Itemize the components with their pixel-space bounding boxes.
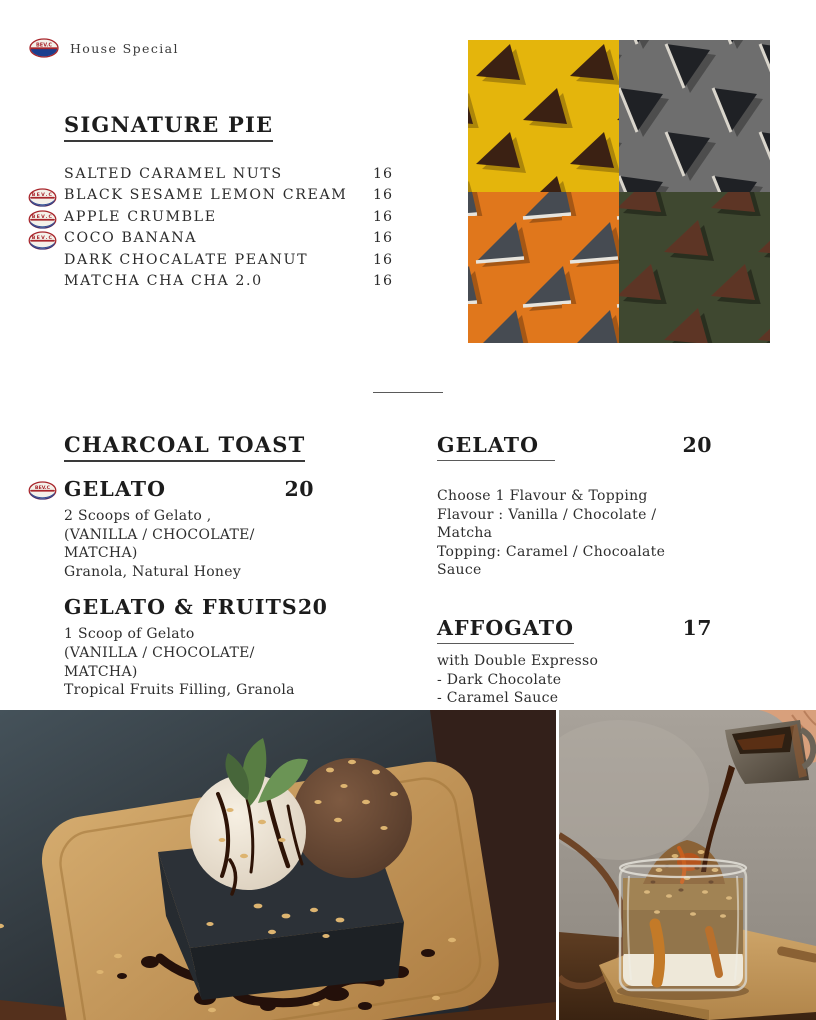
menu-item-header (437, 616, 712, 644)
menu-item (34, 477, 314, 581)
menu-item-name: APPLE CRUMBLE (64, 208, 217, 225)
menu-item-description (437, 652, 712, 708)
menu-item-price: 20 (284, 477, 314, 501)
section-title-charcoal-toast: CHARCOAL TOAST (64, 432, 305, 462)
signature-pie-list (31, 166, 405, 294)
badge-text: BEV.C (34, 485, 51, 491)
description-line: (VANILLA / CHOCOLATE/ MATCHA) (64, 526, 255, 562)
menu-item-row (64, 273, 405, 294)
menu-item-name: SALTED CARAMEL NUTS (64, 166, 283, 182)
menu-item-name: GELATO (437, 433, 555, 461)
menu-item-name: BLACK SESAME LEMON CREAM (64, 187, 348, 204)
page-title: House Special (70, 41, 179, 56)
description-line: Flavour : Vanilla / Chocolate / Matcha (437, 506, 657, 542)
description-line: (VANILLA / CHOCOLATE/ MATCHA) (64, 644, 255, 680)
menu-item-row (64, 252, 405, 273)
description-line: 1 Scoop of Gelato (64, 626, 195, 643)
menu-item-description (64, 507, 314, 581)
menu-item-name: GELATO & FRUITS (64, 595, 298, 620)
description-line: Granola, Natural Honey (64, 563, 242, 580)
brand-row (29, 38, 179, 59)
bevc-logo-icon (29, 38, 59, 59)
description-line: Choose 1 Flavour & Topping (437, 488, 648, 504)
menu-item-price: 16 (373, 208, 394, 225)
menu-item-name: MATCHA CHA CHA 2.0 (64, 272, 263, 289)
menu-item-row (31, 208, 405, 230)
menu-item-price: 16 (373, 230, 394, 247)
section-divider (373, 392, 443, 393)
badge-text: BEV.C (31, 193, 54, 199)
bevc-badge-icon (28, 188, 57, 207)
section-title-signature-pie: SIGNATURE PIE (64, 112, 273, 142)
menu-item-price: 20 (297, 595, 328, 620)
description-line: Tropical Fruits Filling, Granola (64, 682, 295, 699)
menu-item-header (34, 477, 314, 501)
description-line: Topping: Caramel / Chocoalate Sauce (437, 543, 666, 579)
description-line: - Dark Chocolate (437, 671, 562, 688)
description-line: - Caramel Sauce (437, 690, 559, 707)
menu-item-name: AFFOGATO (437, 616, 574, 644)
bevc-badge-icon (28, 481, 57, 500)
menu-item-header (64, 595, 328, 620)
description-line: with Double Expresso (437, 652, 599, 669)
menu-item-price: 17 (682, 615, 712, 640)
menu-item-name: GELATO (64, 477, 167, 501)
menu-item-row (31, 230, 405, 251)
menu-item (437, 433, 712, 580)
affogato-pour-photo (559, 710, 816, 1020)
charcoal-toast-photo (0, 710, 556, 1020)
menu-item-price: 16 (373, 251, 394, 268)
logo-text: BEV.C (35, 42, 53, 49)
menu-item (64, 595, 328, 699)
badge-text: BEV.C (31, 214, 54, 220)
badge-text: BEV.C (31, 236, 54, 242)
menu-item-name: DARK CHOCALATE PEANUT (64, 251, 309, 268)
menu-item-description (437, 487, 712, 580)
menu-item-price: 16 (373, 272, 394, 289)
charcoal-toast-section (34, 432, 328, 700)
description-line: 2 Scoops of Gelato , (64, 508, 212, 524)
menu-item-price: 16 (373, 187, 394, 204)
menu-item-price: 20 (682, 433, 712, 457)
menu-item-description (64, 625, 314, 699)
charcoal-toast-items (34, 477, 328, 700)
gelato-affogato-section (437, 433, 712, 708)
menu-item (437, 616, 712, 708)
menu-item-row (64, 166, 405, 187)
signature-pie-section (31, 112, 405, 294)
bevc-badge-icon (28, 210, 57, 229)
bevc-badge-icon (28, 231, 57, 250)
menu-item-price: 16 (373, 166, 394, 182)
menu-item-name: COCO BANANA (64, 230, 198, 247)
pie-grid-image (468, 40, 770, 343)
menu-item-row (31, 187, 405, 208)
menu-item-header (437, 433, 712, 461)
